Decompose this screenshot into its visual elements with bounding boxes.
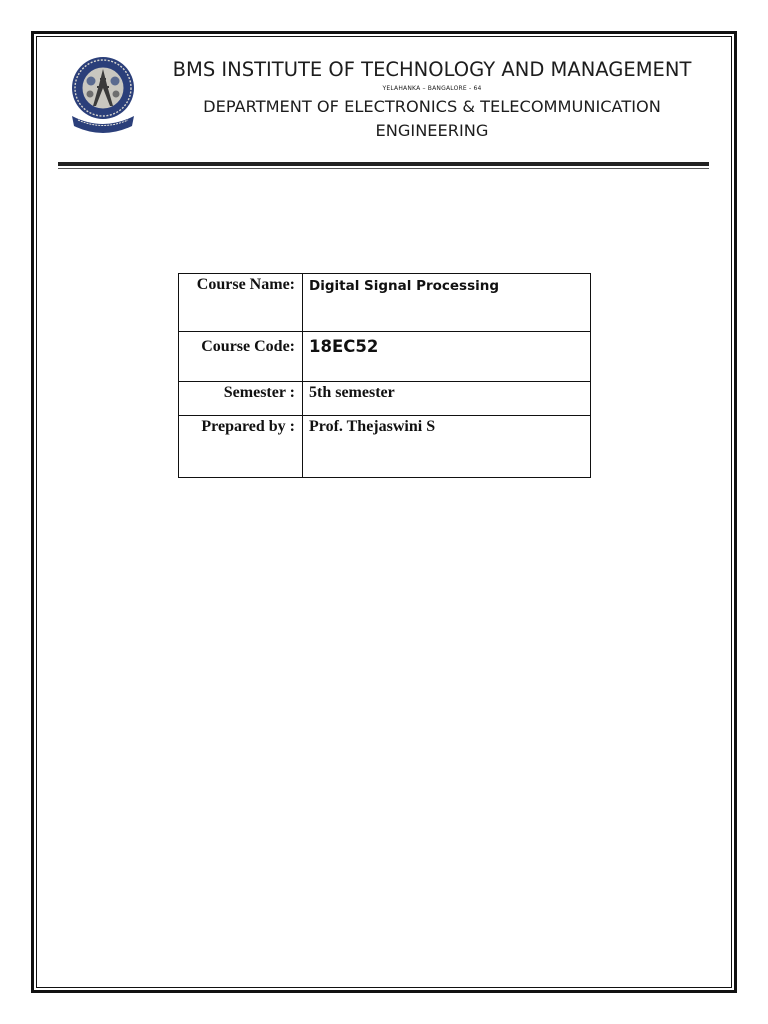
course-name-value: Digital Signal Processing — [309, 278, 500, 294]
header-divider-thick — [58, 162, 709, 166]
table-row-prepared-by — [179, 416, 591, 478]
prepared-by-value: Prof. Thejaswini S — [309, 418, 436, 435]
semester-cell — [303, 382, 591, 416]
course-code-label: Course Code: — [179, 332, 303, 382]
department-name-line-1: DEPARTMENT OF ELECTRONICS & TELECOMMUNICATION — [203, 97, 661, 116]
course-code-cell — [303, 332, 591, 382]
semester-label: Semester : — [179, 382, 303, 416]
page-border-inner — [36, 36, 732, 988]
table-row-course-code — [179, 332, 591, 382]
semester-value: 5th semester — [309, 384, 395, 401]
course-info-table — [178, 273, 591, 478]
header-divider-thin — [58, 168, 709, 169]
prepared-by-label: Prepared by : — [179, 416, 303, 478]
course-name-label: Course Name: — [179, 274, 303, 332]
table-row-course-name — [179, 274, 591, 332]
course-name-cell — [303, 274, 591, 332]
department-name-line-2: ENGINEERING — [375, 121, 489, 140]
institute-address: YELAHANKA – BANGALORE - 64 — [382, 85, 482, 92]
prepared-by-cell — [303, 416, 591, 478]
institute-emblem-icon — [66, 54, 140, 138]
course-code-value: 18EC52 — [309, 337, 379, 356]
letterhead — [150, 56, 714, 143]
table-row-semester — [179, 382, 591, 416]
institute-name: BMS INSTITUTE OF TECHNOLOGY AND MANAGEMENT — [172, 58, 692, 81]
